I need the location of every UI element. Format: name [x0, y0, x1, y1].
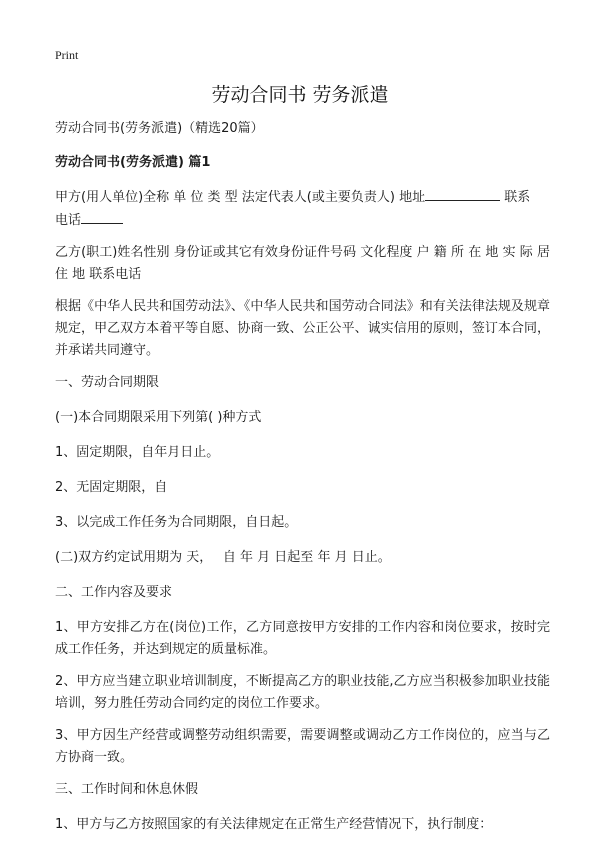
address-blank	[425, 186, 500, 201]
party-b-paragraph: 乙方(职工)姓名性别 身份证或其它有效身份证件号码 文化程度 户 籍 所 在 地 实 际 居 住 地 联系电话	[55, 245, 550, 282]
document-subtitle: 劳动合同书(劳务派遣)（精选20篇）	[55, 121, 264, 136]
clause-line: 1、甲方与乙方按照国家的有关法律规定在正常生产经营情况下，执行制度：	[55, 817, 493, 832]
party-a-phone-label: 电话	[55, 213, 82, 228]
clause-line: 3、以完成工作任务为合同期限，自日起。	[55, 515, 298, 530]
clause-paragraph: 2、甲方应当建立职业培训制度，不断提高乙方的职业技能,乙方应当积极参加职业技能培训，努力胜任劳动合同约定的岗位工作要求。	[55, 674, 550, 711]
clause-heading: 一、劳动合同期限	[55, 375, 160, 390]
phone-blank	[81, 209, 123, 224]
clause-line: 1、固定期限，自年月日止。	[55, 445, 220, 460]
clause-line: 2、无固定期限，自	[55, 480, 168, 495]
clause-line: (二)双方约定试用期为 天， 自 年 月 日起至 年 月 日止。	[55, 550, 391, 565]
print-label: Print	[55, 48, 79, 62]
page-title: 劳动合同书 劳务派遣	[211, 84, 389, 106]
clause-heading: 三、工作时间和休息休假	[55, 782, 199, 797]
section-heading: 劳动合同书(劳务派遣) 篇1	[55, 155, 211, 170]
clause-paragraph: 1、甲方安排乙方在(岗位)工作，乙方同意按甲方安排的工作内容和岗位要求，按时完成工作任务，并达到规定的质量标准。	[55, 620, 550, 657]
party-a-paragraph	[55, 186, 550, 232]
document-body	[55, 118, 550, 849]
party-a-contact-label: 联系	[500, 190, 531, 205]
preamble-paragraph: 根据《中华人民共和国劳动法》、《中华人民共和国劳动合同法》和有关法律法规及规章规定，甲乙双方本着平等自愿、协商一致、公正公平、诚实信用的原则，签订本合同，并承诺共同遵守。	[55, 299, 550, 358]
clause-paragraph: 3、甲方因生产经营或调整劳动组织需要，需要调整或调动乙方工作岗位的，应当与乙方协商一致。	[55, 728, 550, 765]
party-a-text: 甲方(用人单位)全称 单 位 类 型 法定代表人(或主要负责人) 地址	[55, 190, 426, 205]
clause-heading: 二、工作内容及要求	[55, 585, 173, 600]
clause-line: (一)本合同期限采用下列第( )种方式	[55, 410, 262, 425]
